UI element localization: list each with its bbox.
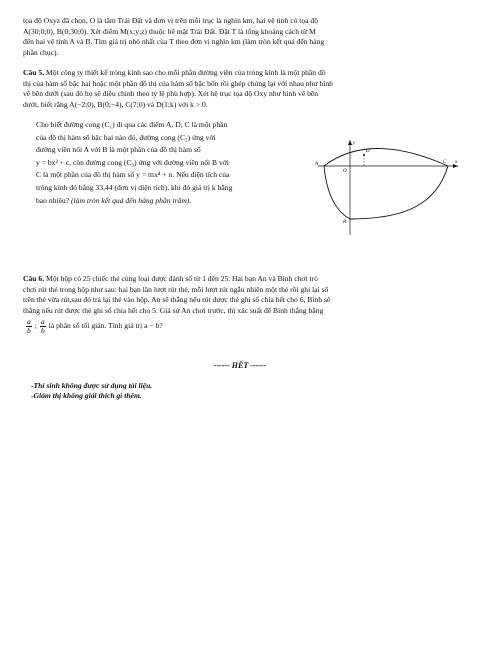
label-o: O [343,169,347,174]
numerator: a [40,317,45,326]
rounding-note: (làm tròn kết quả đến hàng phần trăm). [71,195,192,205]
denominator: b [40,326,45,335]
label-b: B [343,220,347,225]
text-line: Một công ty thiết kế tròng kính sao cho mỗi phần đường viền của tròng kính là một phần đồ [46,68,326,77]
label-c: C [443,160,447,165]
denominator: b [27,326,31,335]
question-4-tail [23,16,457,58]
question-5-body [36,120,311,206]
end-mark: ------ HẾT ------ [213,361,267,370]
text-line: chơi rút thẻ trong hộp như sau: hai bạn lần lượt rút thẻ, mỗi lượt rút ngẫu nhiên một thẻ rồi ghi lại số [23,284,329,294]
label-x: x [455,160,458,165]
text-line: của đồ thị hàm số bậc hai nào đó, đường cong (C₂) ứng với [36,132,216,142]
separator: ; [34,321,37,331]
question-5-label: Câu 5. [23,68,45,77]
question-6-fraction-line [26,318,163,335]
lens-figure [312,137,462,237]
text-line: phần chục). [23,47,59,57]
note-line: -Giám thị không giải thích gì thêm. [31,391,142,400]
text-line: trên thẻ vừa rút,sau đó trả lại thẻ vào hộp. An sẽ thắng nếu rút được thẻ ghi số chia hết cho 6, Bình sẽ [23,295,331,305]
text-line: vẽ bên dưới (sau đó họ sẽ điều chỉnh theo tỷ lệ phù hợp). Xét hệ trục tọa độ Oxy như hình vẽ bên [23,89,319,99]
text-line: tọa độ Oxyz đã chọn, O là tâm Trái Đất và đơn vị trên mỗi trục là nghìn km, hai vệ tinh có tọa độ [23,16,319,25]
label-a: A [315,162,319,167]
text-line: A(30;0;0), B(0;30;0). Xét điểm M(x;y;z) thuộc bề mặt Trái Đất. Đặt T là tổng khoảng cách từ M [23,26,316,36]
text-line: bao nhiêu? [36,195,70,205]
text-line: Một hộp có 25 chiếc thẻ cùng loại được đánh số từ 1 đến 25. Hai bạn An và Bình chơi trò [46,274,318,283]
curve-c3 [350,166,448,219]
question-6 [23,274,457,316]
text-line: dưới, biết rằng A(−2;0), B(0;−4), C(7;0) và D(1;k) với k > 0. [23,99,208,109]
curve-c1 [324,149,448,167]
text-line: đến hai vệ tinh A và B. Tìm giá trị nhỏ nhất của T theo đơn vị nghìn km (làm tròn kết quả đến hàng [23,37,325,47]
text-line: Cho biết đường cong (C₁) đi qua các điểm A, D, C là một phần [36,120,228,129]
text-line: C là một phần của đồ thị hàm số y = mx⁴ + n. Nếu diện tích của [36,170,230,180]
y-axis-arrow [348,140,352,145]
fraction-a-over-b-2 [40,318,46,335]
fraction-a-over-b [26,318,32,335]
point-d [363,154,365,156]
question-5 [23,68,457,110]
text-line: thắng nếu rút được thẻ ghi số chia hết cho 5. Giả sử An chơi trước, thì xác suất để Bình thắng bằng [23,305,324,315]
numerator: a [27,317,31,326]
note-line: -Thí sinh không được sử dụng tài liệu. [31,381,153,390]
text-line: tròng kính đó bằng 33,44 (đơn vị diện tích), khi đó giá trị k bằng [36,182,233,192]
text-line: y = bx² + c, còn đường cong (C₃) ứng với đường viền nối B với [36,157,229,167]
question-6-label: Câu 6. [23,274,45,283]
text-line: đường viền nối A với B là một phần của đồ thị hàm số [36,145,201,155]
text-line: là phân số tối giản. Tính giá trị a − b? [48,321,163,331]
label-y: y [353,141,356,146]
label-d: D [366,149,370,154]
text-line: thị của hàm số bậc hai hoặc một phần đồ thị của hàm số bậc bốn rồi ghép chúng lại với nhau như hình [23,78,333,88]
